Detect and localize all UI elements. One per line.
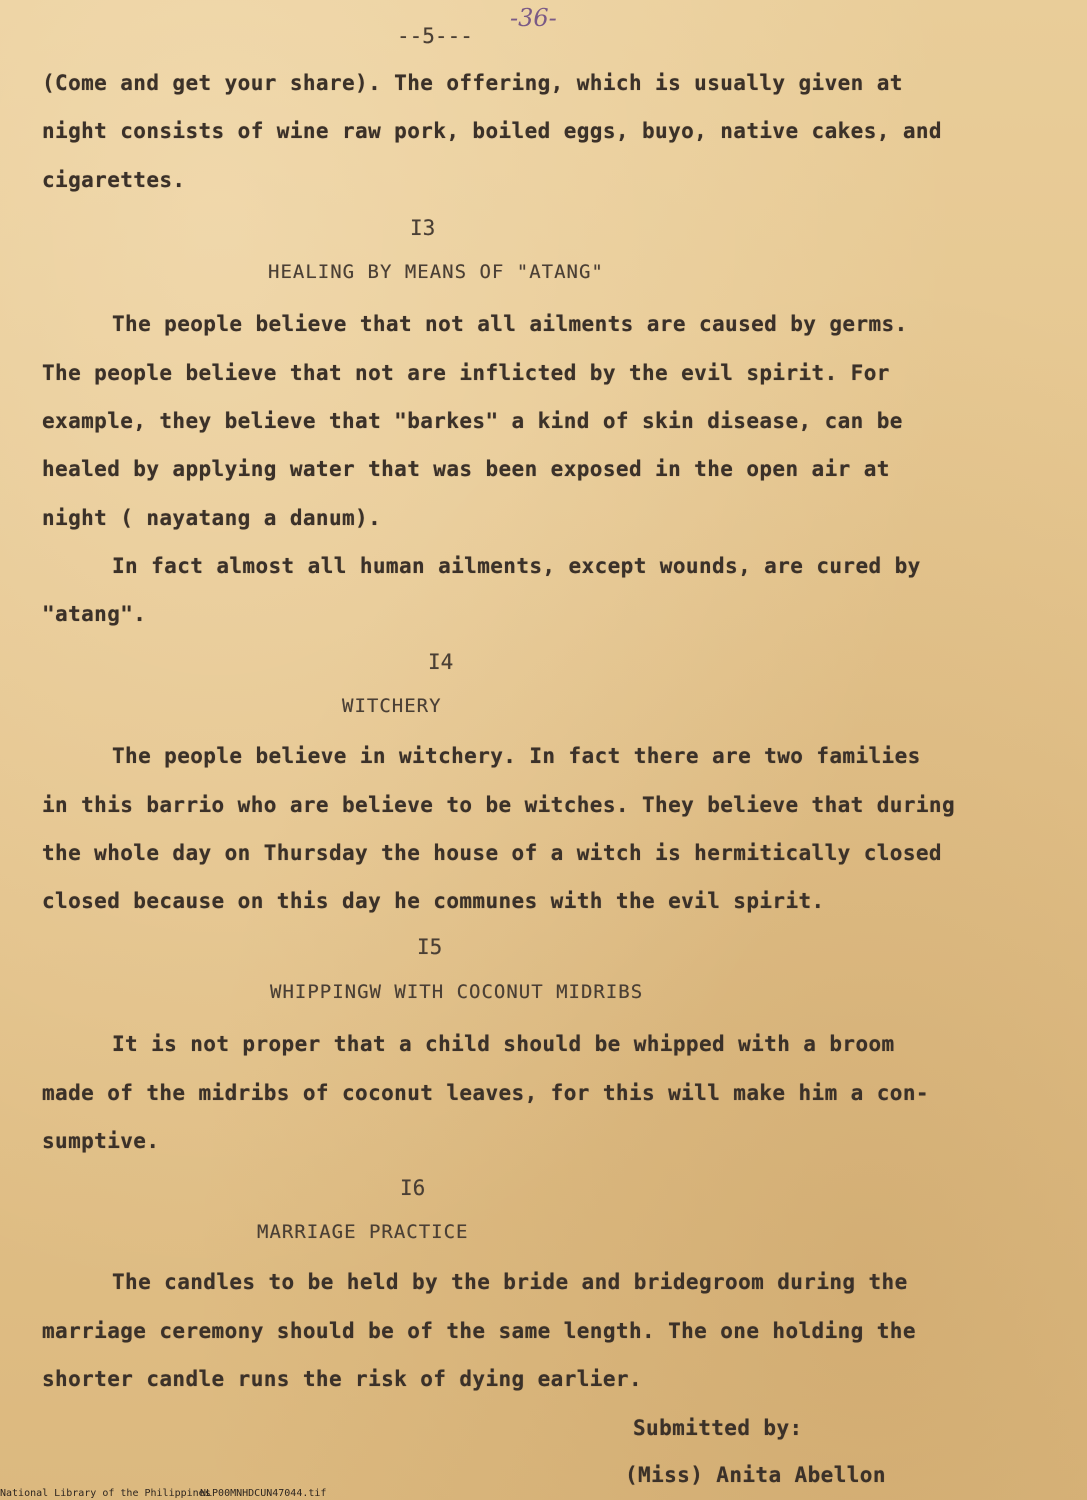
section-title: MARRIAGE PRACTICE xyxy=(257,1221,469,1243)
text-line: sumptive. xyxy=(42,1129,160,1153)
text-line: in this barrio who are believe to be witches. They believe that during xyxy=(42,793,956,817)
text-line: "atang". xyxy=(42,602,147,626)
section-title: WITCHERY xyxy=(342,695,442,717)
page-number-stamp: -36- xyxy=(510,4,557,32)
text-line: It is not proper that a child should be whipped with a broom xyxy=(112,1032,895,1056)
text-line: night consists of wine raw pork, boiled eggs, buyo, native cakes, and xyxy=(42,119,942,143)
page-marker: --5--- xyxy=(397,24,473,48)
section-number: I5 xyxy=(417,935,443,959)
text-line: In fact almost all human ailments, except wounds, are cured by xyxy=(112,554,921,578)
section-number: I6 xyxy=(400,1176,426,1200)
library-credit: National Library of the Philippines xyxy=(0,1488,211,1499)
text-line: made of the midribs of coconut leaves, for this will make him a con- xyxy=(42,1081,929,1105)
text-line: marriage ceremony should be of the same length. The one holding the xyxy=(42,1319,916,1343)
text-line: The people believe that not are inflicted by the evil spirit. For xyxy=(42,361,890,385)
author-name: (Miss) Anita Abellon xyxy=(625,1463,886,1487)
text-line: (Come and get your share). The offering, which is usually given at xyxy=(42,71,903,95)
section-title: WHIPPINGW WITH COCONUT MIDRIBS xyxy=(270,981,644,1003)
section-number: I4 xyxy=(428,650,454,674)
text-line: closed because on this day he communes with the evil spirit. xyxy=(42,889,825,913)
section-title: HEALING BY MEANS OF "ATANG" xyxy=(268,261,604,283)
text-line: healed by applying water that was been exposed in the open air at xyxy=(42,457,890,481)
text-line: The people believe that not all ailments are caused by germs. xyxy=(112,312,908,336)
text-line: night ( nayatang a danum). xyxy=(42,506,382,530)
section-number: I3 xyxy=(410,216,436,240)
text-line: cigarettes. xyxy=(42,168,186,192)
text-line: The people believe in witchery. In fact there are two families xyxy=(112,744,921,768)
text-line: shorter candle runs the risk of dying earlier. xyxy=(42,1367,642,1391)
text-line: The candles to be held by the bride and bridegroom during the xyxy=(112,1270,908,1294)
file-id: NLP00MNHDCUN47044.tif xyxy=(200,1488,327,1499)
text-line: the whole day on Thursday the house of a witch is hermitically closed xyxy=(42,841,942,865)
text-line: example, they believe that "barkes" a kind of skin disease, can be xyxy=(42,409,903,433)
submitted-by-label: Submitted by: xyxy=(633,1416,803,1440)
